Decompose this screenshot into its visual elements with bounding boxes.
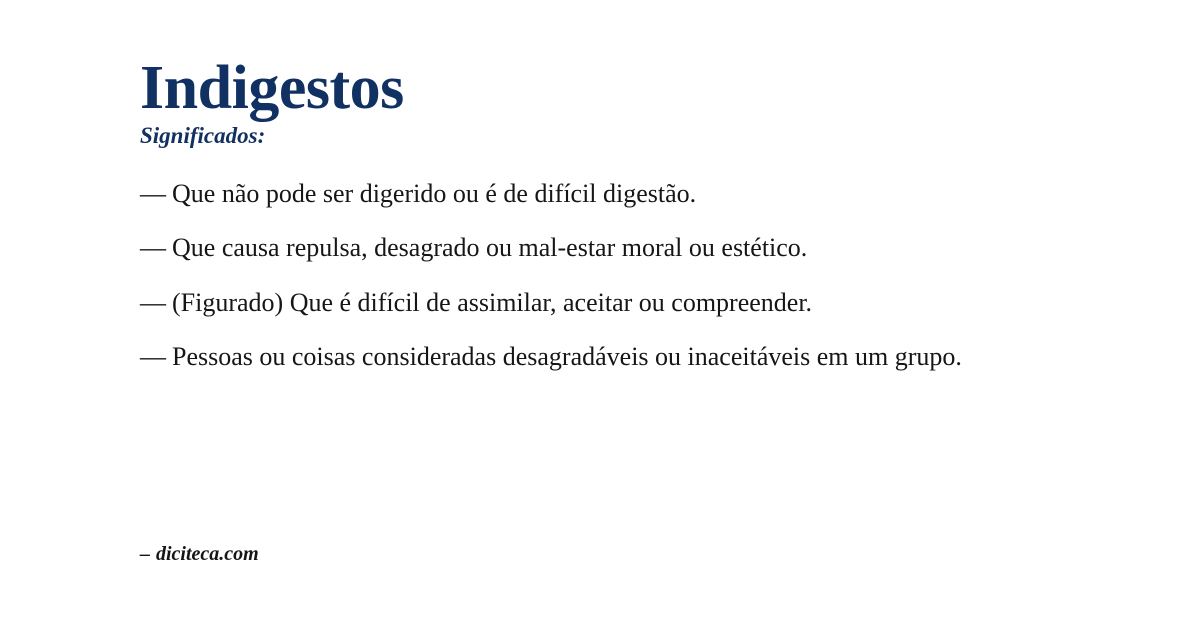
list-item bbox=[140, 177, 1050, 211]
list-item bbox=[140, 286, 1050, 320]
definition-text: Pessoas ou coisas consideradas desagradáveis ou inaceitáveis em um grupo. bbox=[172, 342, 962, 372]
definitions-list bbox=[140, 177, 1060, 374]
source-attribution bbox=[140, 543, 259, 566]
bullet-dash: — bbox=[140, 233, 166, 263]
definition-text: Que não pode ser digerido ou é de difícil digestão. bbox=[172, 179, 697, 209]
page-title: Indigestos bbox=[140, 54, 404, 122]
list-item bbox=[140, 231, 1050, 265]
bullet-dash: — bbox=[140, 287, 166, 317]
source-name: diciteca.com bbox=[156, 543, 259, 565]
definition-text: Que causa repulsa, desagrado ou mal-estar moral ou estético. bbox=[172, 233, 808, 263]
bullet-dash: — bbox=[140, 179, 166, 209]
source-dash: – bbox=[140, 543, 150, 565]
list-item bbox=[140, 340, 1050, 374]
definition-text: (Figurado) Que é difícil de assimilar, aceitar ou compreender. bbox=[172, 287, 813, 317]
subtitle-meanings: Significados: bbox=[140, 123, 266, 149]
bullet-dash: — bbox=[140, 342, 166, 372]
